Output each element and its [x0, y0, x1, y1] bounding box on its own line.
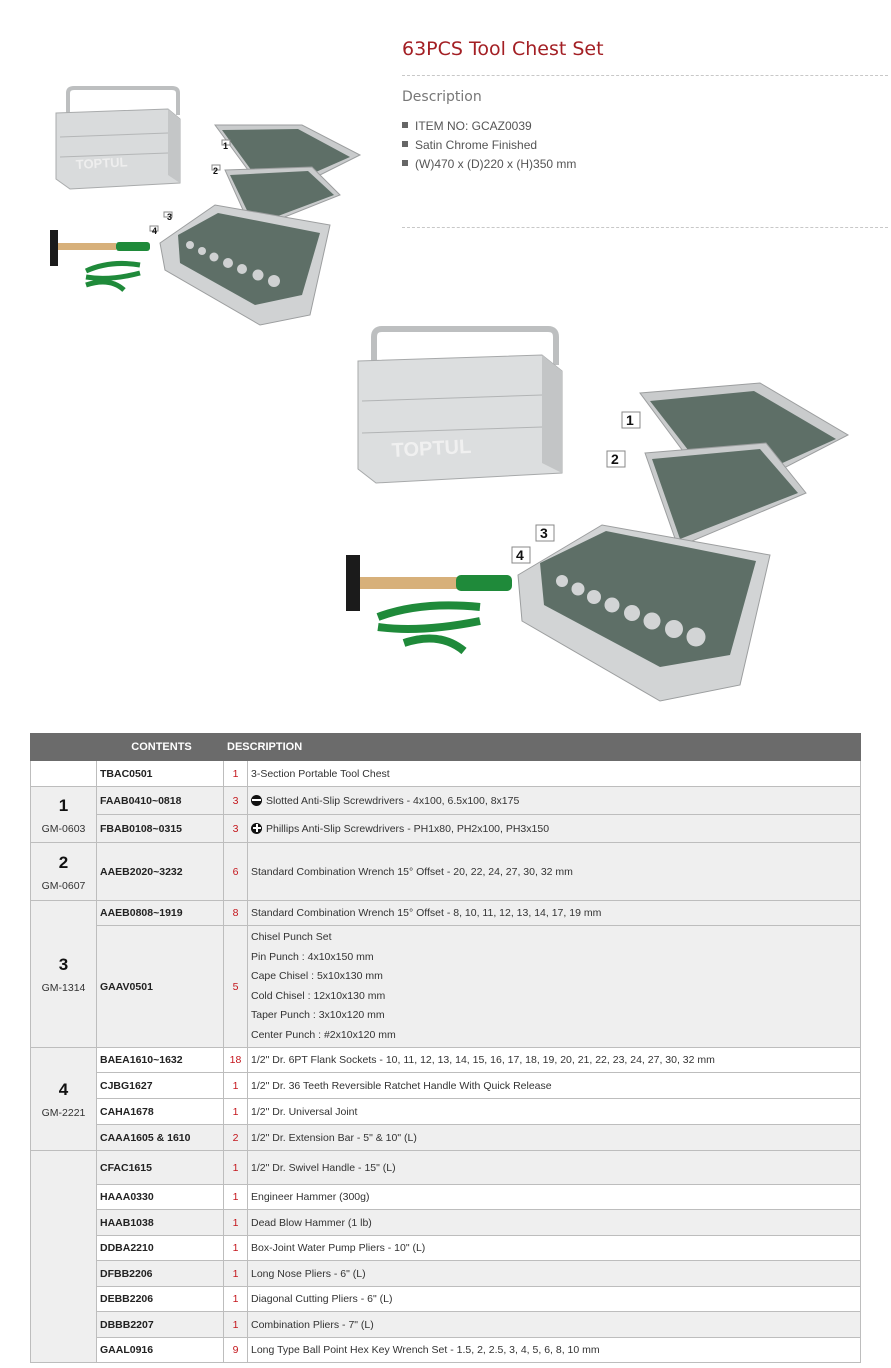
item-code: FAAB0410~0818	[97, 787, 224, 815]
item-description: 3-Section Portable Tool Chest	[248, 761, 861, 787]
svg-text:2: 2	[611, 451, 619, 467]
group-number: 1	[58, 795, 69, 815]
closed-chest-illustration	[56, 88, 180, 189]
item-description: Phillips Anti-Slip Screwdrivers - PH1x80, PH2x100, PH3x150	[248, 815, 861, 843]
item-description: Long Type Ball Point Hex Key Wrench Set - 1.5, 2, 2.5, 3, 4, 5, 6, 8, 10 mm	[248, 1338, 861, 1363]
item-qty: 3	[224, 787, 248, 815]
item-code: HAAA0330	[97, 1185, 224, 1210]
item-description: Chisel Punch Set Pin Punch : 4x10x150 mm Cape Chisel : 5x10x130 mm Cold Chisel : 12x10x130 mm Taper Punch : 3x10x120 mm Center Punch : #2x10x120 mm	[248, 926, 861, 1048]
table-row	[31, 1210, 861, 1236]
header-blank	[31, 734, 97, 761]
group-number: 2	[58, 852, 69, 872]
item-description: 1/2" Dr. Universal Joint	[248, 1099, 861, 1125]
item-description: Combination Pliers - 7" (L)	[248, 1312, 861, 1338]
item-code: CJBG1627	[97, 1073, 224, 1099]
bullet-icon	[402, 122, 408, 128]
bullet-icon	[402, 160, 408, 166]
table-row	[31, 815, 861, 843]
item-code: TBAC0501	[97, 761, 224, 787]
item-code: DFBB2206	[97, 1261, 224, 1287]
group-number: 3	[58, 955, 69, 974]
item-qty: 1	[224, 1261, 248, 1287]
item-code: HAAB1038	[97, 1210, 224, 1236]
product-main-image	[340, 325, 860, 710]
header-contents: CONTENTS	[97, 734, 224, 761]
phillips-tip-icon	[251, 823, 262, 834]
item-qty: 3	[224, 815, 248, 843]
item-qty: 8	[224, 901, 248, 926]
item-description: Dead Blow Hammer (1 lb)	[248, 1210, 861, 1236]
table-row	[31, 787, 861, 815]
table-row	[31, 1338, 861, 1363]
group-code: GM-1314	[41, 982, 86, 994]
item-description: Standard Combination Wrench 15° Offset - 8, 10, 11, 12, 13, 14, 17, 19 mm	[248, 901, 861, 926]
item-code: GAAL0916	[97, 1338, 224, 1363]
table-row	[31, 1236, 861, 1261]
description-item: Satin Chrome Finished	[402, 136, 576, 155]
open-chest-illustration	[150, 125, 360, 325]
item-qty: 5	[224, 926, 248, 1048]
svg-text:3: 3	[167, 212, 173, 222]
item-qty: 18	[224, 1048, 248, 1073]
item-code: CAHA1678	[97, 1099, 224, 1125]
item-description: 1/2" Dr. Extension Bar - 5" & 10" (L)	[248, 1125, 861, 1151]
item-code: FBAB0108~0315	[97, 815, 224, 843]
item-qty: 1	[224, 1185, 248, 1210]
item-code: DEBB2206	[97, 1287, 224, 1312]
item-qty: 1	[224, 1210, 248, 1236]
item-qty: 1	[224, 1099, 248, 1125]
contents-table	[30, 733, 861, 1363]
description-item: ITEM NO: GCAZ0039	[402, 117, 576, 136]
table-row	[31, 1125, 861, 1151]
item-code: CFAC1615	[97, 1151, 224, 1185]
table-row	[31, 1073, 861, 1099]
item-qty: 1	[224, 1073, 248, 1099]
group-code: GM-2221	[41, 1107, 86, 1119]
item-description: Engineer Hammer (300g)	[248, 1185, 861, 1210]
item-code: AAEB2020~3232	[97, 843, 224, 901]
pliers-illustration	[378, 605, 480, 651]
slotted-tip-icon	[251, 795, 262, 806]
svg-text:4: 4	[516, 547, 524, 563]
item-qty: 6	[224, 843, 248, 901]
closed-chest-illustration	[358, 329, 562, 483]
table-row	[31, 926, 861, 1048]
divider	[402, 227, 888, 228]
table-row	[31, 1312, 861, 1338]
item-qty: 1	[224, 1287, 248, 1312]
item-description: 1/2" Dr. Swivel Handle - 15" (L)	[248, 1151, 861, 1185]
description-item: (W)470 x (D)220 x (H)350 mm	[402, 155, 576, 174]
item-description: Box-Joint Water Pump Pliers - 10" (L)	[248, 1236, 861, 1261]
item-qty: 2	[224, 1125, 248, 1151]
svg-text:TOPTUL: TOPTUL	[391, 435, 472, 462]
group-cell-empty	[31, 1151, 97, 1363]
item-description: Long Nose Pliers - 6" (L)	[248, 1261, 861, 1287]
description-list	[402, 117, 576, 174]
header-description: DESCRIPTION	[224, 734, 861, 761]
table-row	[31, 1099, 861, 1125]
item-code: BAEA1610~1632	[97, 1048, 224, 1073]
item-code: DDBA2210	[97, 1236, 224, 1261]
svg-text:3: 3	[540, 525, 548, 541]
group-cell	[31, 787, 97, 843]
svg-text:TOPTUL: TOPTUL	[75, 154, 128, 172]
description-heading: Description	[402, 89, 482, 105]
table-row	[31, 1048, 861, 1073]
item-description: Standard Combination Wrench 15° Offset - 20, 22, 24, 27, 30, 32 mm	[248, 843, 861, 901]
product-title: 63PCS Tool Chest Set	[402, 38, 604, 60]
group-code: GM-0607	[41, 879, 86, 892]
item-qty: 1	[224, 1236, 248, 1261]
group-cell-empty	[31, 761, 97, 787]
item-qty: 1	[224, 1151, 248, 1185]
item-description: 1/2" Dr. 36 Teeth Reversible Ratchet Handle With Quick Release	[248, 1073, 861, 1099]
product-thumbnail[interactable]	[40, 85, 370, 335]
bullet-icon	[402, 141, 408, 147]
table-row	[31, 843, 861, 901]
table-row	[31, 1151, 861, 1185]
divider	[402, 75, 888, 76]
item-qty: 1	[224, 761, 248, 787]
group-cell	[31, 1048, 97, 1151]
item-description: 1/2" Dr. 6PT Flank Sockets - 10, 11, 12, 13, 14, 15, 16, 17, 18, 19, 20, 21, 22, 23, 24, 27, 30, 32 mm	[248, 1048, 861, 1073]
item-code: GAAV0501	[97, 926, 224, 1048]
table-row	[31, 1261, 861, 1287]
hammer-illustration	[50, 230, 150, 266]
item-qty: 9	[224, 1338, 248, 1363]
table-row	[31, 1287, 861, 1312]
table-row	[31, 901, 861, 926]
group-cell	[31, 843, 97, 901]
group-cell	[31, 901, 97, 1048]
item-code: CAAA1605 & 1610	[97, 1125, 224, 1151]
svg-text:1: 1	[626, 412, 634, 428]
group-number: 4	[58, 1080, 69, 1099]
group-code: GM-0603	[41, 822, 86, 835]
table-row	[31, 761, 861, 787]
item-description: Diagonal Cutting Pliers - 6" (L)	[248, 1287, 861, 1312]
pliers-illustration	[86, 263, 140, 290]
svg-text:2: 2	[213, 166, 219, 176]
item-qty: 1	[224, 1312, 248, 1338]
svg-text:1: 1	[223, 141, 229, 151]
item-code: AAEB0808~1919	[97, 901, 224, 926]
item-code: DBBB2207	[97, 1312, 224, 1338]
item-description: Slotted Anti-Slip Screwdrivers - 4x100, 6.5x100, 8x175	[248, 787, 861, 815]
table-row	[31, 1185, 861, 1210]
table-header-row	[31, 734, 861, 761]
svg-text:4: 4	[152, 226, 158, 236]
